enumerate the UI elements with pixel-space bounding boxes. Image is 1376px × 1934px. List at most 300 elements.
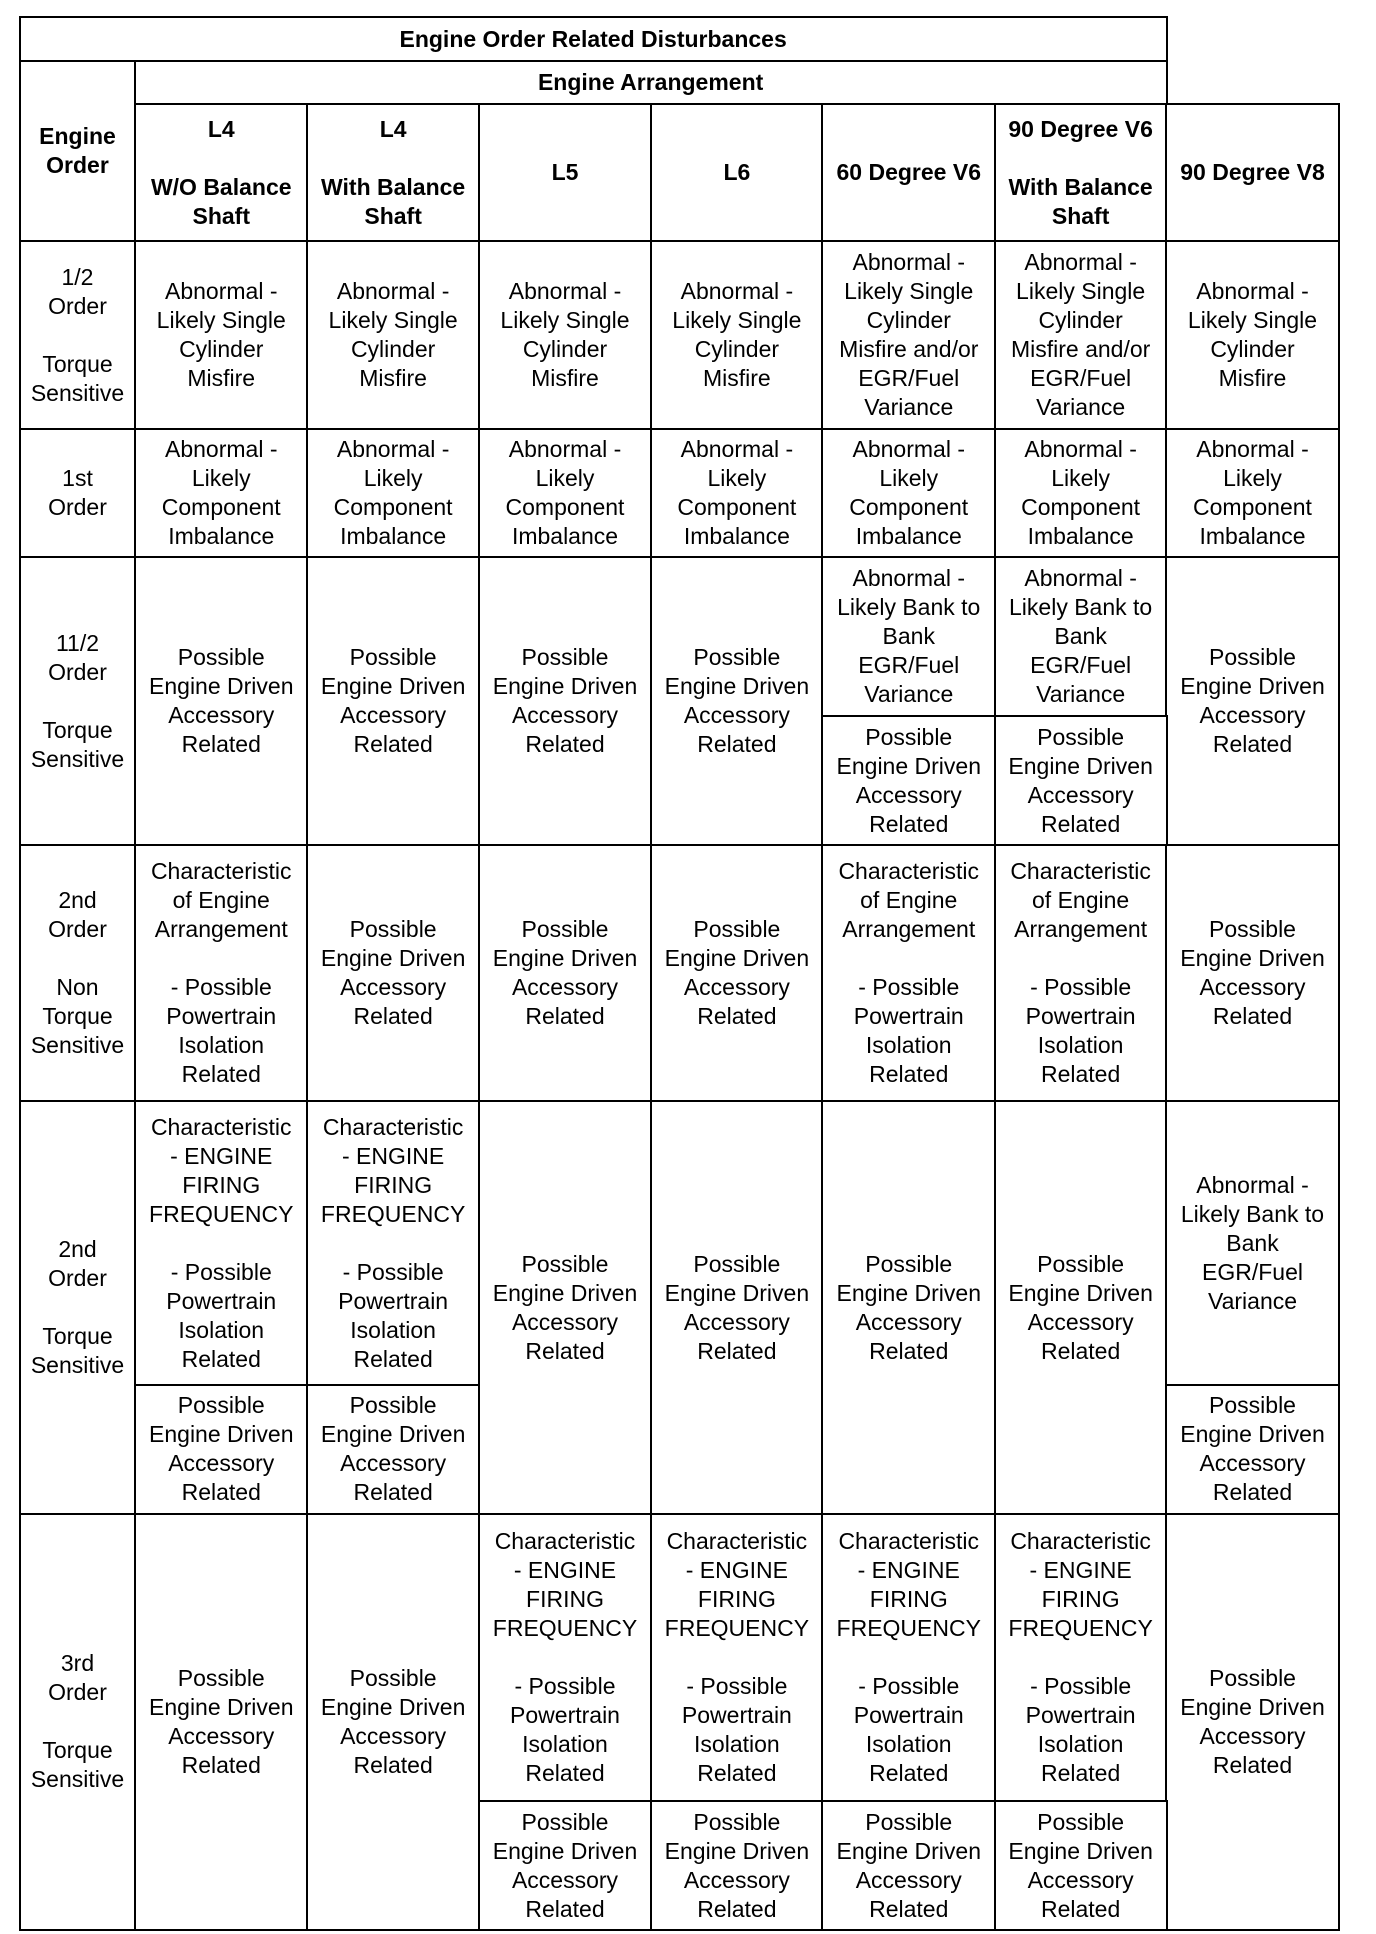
cell-text-line: Misfire [531,365,599,391]
cell-text-line: Possible [1209,644,1296,671]
cell-text-line: FIRING [697,1586,776,1612]
cell-text-line: FIRING [182,1171,261,1198]
cell-text-line: Possible [177,1392,265,1419]
cell-text-line: Cylinder [179,336,264,362]
row-2nd-non-torque-cell [994,844,1168,1103]
cell-text-line: Possible [349,1664,437,1691]
cell-text-line: Characteristic [1010,858,1151,885]
cell-text-line: - Possible [1030,1673,1132,1699]
cell-text-line: Accessory [683,1308,790,1335]
cell-text-line: Likely [535,465,595,492]
row-1st-order-cell [994,428,1168,559]
cell-text-line: Likely Single [500,307,630,333]
cell-text-line: Characteristic [838,858,980,885]
row-1-5-order-cell [821,715,996,846]
cell-text-line: Variance [864,681,954,708]
cell-text-line: Possible [177,644,265,671]
row-2nd-torque-cell [650,1100,824,1515]
cell-text-line: FREQUENCY [836,1615,981,1641]
row-3rd-order-cell [994,1513,1168,1803]
cell-text-line: FREQUENCY [1008,1615,1153,1641]
row-2nd-torque-cell [134,1100,309,1386]
cell-text-line: Isolation [1037,1032,1124,1059]
cell-text-line: Sensitive [30,1766,125,1793]
cell-text-line: - ENGINE [1029,1557,1132,1583]
cell-text-line: Related [181,731,261,758]
cell-text-line: - Possible [1030,974,1132,1001]
cell-text-line: FREQUENCY [664,1615,810,1641]
cell-text-line: Sensitive [30,1352,125,1378]
cell-text-line: EGR/Fuel [1202,1258,1303,1285]
cell-text-line: FREQUENCY [320,1200,466,1227]
cell-text-line: Torque [42,716,113,743]
cell-text-line: Possible [693,1250,781,1277]
cell-text-line: Engine Driven [1008,1837,1153,1864]
cell-text-line: Abnormal - [852,436,965,463]
row-1-5-order-cell [994,715,1168,846]
cell-text-line: Variance [1207,1287,1298,1314]
cell-text-line: Engine Driven [1008,752,1153,779]
cell-text-line: Abnormal - [1024,249,1137,275]
cell-text-line: Related [353,731,433,758]
cell-text-line: L5 [551,159,579,185]
cell-text-line: EGR/Fuel [1030,652,1132,679]
cell-text-line: Accessory [683,702,790,729]
row-half-order-label [19,240,137,430]
row-2nd-non-torque-cell [306,844,480,1103]
row-3rd-order-cell [650,1800,824,1931]
cell-text-line: L6 [723,159,751,185]
cell-text-line: Related [181,1345,261,1372]
cell-text-line: FIRING [354,1171,433,1198]
cell-text-line: Likely Single [1016,278,1146,304]
cell-text-line: Powertrain [853,1702,964,1728]
cell-text-line: Likely [363,465,423,492]
cell-text-line: Likely [191,465,251,492]
cell-text-line: Related [1212,1751,1293,1778]
row-2nd-non-torque-cell [134,844,309,1103]
cell-text-line: Accessory [1027,1866,1134,1893]
row-2nd-torque-cell [306,1384,480,1515]
cell-text-line: of Engine [860,887,958,914]
cell-text-line: Likely Bank to [1180,1200,1325,1227]
cell-text-line: Shaft [364,202,422,229]
cell-text-line: Related [525,1760,605,1786]
cell-text-line: Related [525,731,605,758]
cell-text-line: Accessory [340,702,447,729]
cell-text-line: Abnormal - [508,436,622,463]
cell-text-line: of Engine [1032,887,1130,914]
cell-text-line: Accessory [1199,702,1306,729]
col-60-v6-header [821,103,996,243]
cell-text-line: Abnormal - [1196,278,1309,304]
row-half-order-cell [478,240,653,430]
cell-text-line: Non [56,974,99,1001]
cell-text-line: Related [353,1345,433,1372]
cell-text-line: 90 Degree V8 [1180,159,1325,185]
cell-text-line: Accessory [168,702,275,729]
cell-text-line: Powertrain [166,1003,277,1030]
row-1-5-order-cell [821,556,996,717]
cell-text-line: Component [1021,494,1141,521]
cell-text-line: With Balance [1008,173,1153,200]
cell-text-line: Possible [521,1250,609,1277]
row-1st-order-cell [306,428,480,559]
row-2nd-torque-cell [478,1100,653,1515]
cell-text-line: Misfire [703,365,771,391]
cell-text-line: Likely Bank to [1009,594,1153,621]
cell-text-line: Imbalance [855,523,962,550]
cell-text-line: Possible [521,644,609,671]
cell-text-line: of Engine [172,887,270,914]
cell-text-line: Torque [42,1003,113,1030]
cell-text-line: Accessory [340,1722,447,1749]
cell-text-line: Component [1193,494,1312,521]
cell-text-line: Accessory [1199,1450,1306,1477]
cell-text-line: Bank [1226,1229,1279,1256]
cell-text-line: Related [869,1337,949,1364]
cell-text-line: Sensitive [30,1032,125,1059]
cell-text-line: Cylinder [350,336,436,362]
row-3rd-order-cell [478,1513,653,1803]
cell-text-line: Related [1212,1479,1293,1506]
cell-text-line: FIRING [526,1586,604,1612]
row-half-order-cell [1165,240,1340,430]
row-1-5-order-cell [994,556,1168,717]
cell-text-line: Imbalance [683,523,790,550]
row-2nd-non-torque-cell [478,844,653,1103]
cell-text-line: Likely Single [328,307,458,333]
cell-text-line: Possible [693,916,781,943]
col-90-v8-header [1165,103,1340,243]
engine-order-header [19,60,137,243]
row-3rd-order-cell [1165,1513,1340,1932]
cell-text-line: Likely Single [156,307,286,333]
cell-text-line: Arrangement [1014,916,1148,943]
cell-text-line: Likely [1223,465,1282,492]
cell-text-line: Related [697,731,777,758]
cell-text-line: Isolation [350,1316,436,1343]
cell-text-line: Torque [42,1323,113,1349]
cell-text-line: Powertrain [338,1287,449,1314]
cell-text-line: Characteristic [150,858,292,885]
row-2nd-non-torque-cell [821,844,996,1103]
cell-text-line: Related [1212,731,1293,758]
cell-text-line: Powertrain [681,1702,792,1728]
row-1-5-order-cell [134,556,309,846]
row-3rd-order-cell [821,1513,996,1803]
cell-text-line: Bank [1054,623,1107,650]
cell-text-line: - Possible [686,1673,788,1699]
cell-text-line: Likely [707,465,767,492]
cell-text-line: Component [677,494,797,521]
cell-text-line: Component [505,494,625,521]
row-2nd-torque-cell [821,1100,996,1515]
cell-text-line: Related [525,1337,605,1364]
cell-text-line: Powertrain [510,1702,620,1728]
cell-text-line: Powertrain [1025,1003,1136,1030]
cell-text-line: L4 [379,115,407,142]
row-half-order-cell [994,240,1168,430]
row-2nd-torque-cell [306,1100,480,1386]
cell-text-line: Order [48,1265,107,1291]
row-3rd-order-cell [478,1800,653,1931]
cell-text-line: Isolation [522,1731,608,1757]
cell-text-line: Engine Driven [320,673,466,700]
cell-text-line: Powertrain [853,1003,964,1030]
cell-text-line: Abnormal - [1196,436,1309,463]
cell-text-line: Variance [1036,681,1126,708]
cell-text-line: Likely Single [844,278,974,304]
row-half-order-cell [306,240,480,430]
cell-text-line: Shaft [192,202,250,229]
cell-text-line: Abnormal - [336,436,450,463]
cell-text-line: 60 Degree V6 [836,159,981,185]
cell-text-line: Possible [349,644,437,671]
cell-text-line: Possible [521,1808,609,1835]
cell-text-line: Component [333,494,453,521]
cell-text-line: Accessory [340,974,447,1001]
cell-text-line: Engine Driven [1008,1279,1153,1306]
cell-text-line: Engine Driven [320,945,466,972]
cell-text-line: Engine Driven [492,1279,638,1306]
row-half-order-cell [134,240,309,430]
cell-text-line: Engine [39,123,116,150]
cell-text-line: - ENGINE [513,1557,617,1583]
cell-text-line: Engine Driven [664,1279,810,1306]
row-1-5-order-cell [306,556,480,846]
cell-text-line: Related [697,1895,777,1922]
col-90-v6-balance-header [994,103,1168,243]
table-title [19,16,1168,62]
cell-text-line: - Possible [342,1258,444,1285]
row-3rd-order-cell [994,1800,1168,1931]
cell-text-line: Possible [1037,723,1125,750]
cell-text-line: Cylinder [522,336,608,362]
cell-text-line: - Possible [170,974,272,1001]
cell-text-line: Abnormal - [1024,565,1137,592]
cell-text-line: Engine Driven [836,752,981,779]
cell-text-line: Related [869,1061,949,1088]
cell-text-line: Imbalance [340,523,447,550]
cell-text-line: With Balance [321,173,466,200]
row-2nd-non-torque-cell [1165,844,1340,1103]
cell-text-line: Possible [521,916,609,943]
cell-text-line: L4 [207,115,235,142]
cell-text-line: Isolation [178,1316,265,1343]
row-2nd-torque-cell [994,1100,1168,1515]
cell-text-line: Engine Driven [492,673,638,700]
cell-text-line: Abnormal - [852,565,965,592]
cell-text-line: Powertrain [166,1287,277,1314]
cell-text-line: - ENGINE [685,1557,788,1583]
cell-text-line: Related [869,1895,949,1922]
cell-text-line: Likely Single [1187,307,1318,333]
cell-text-line: Accessory [1199,1722,1306,1749]
cell-text-line: Engine Driven [664,945,810,972]
cell-text-line: Related [181,1751,261,1778]
cell-text-line: Accessory [855,781,962,808]
cell-text-line: FIRING [1041,1586,1120,1612]
cell-text-line: Related [353,1479,433,1506]
cell-text-line: EGR/Fuel [858,365,960,391]
cell-text-line: Characteristic [666,1528,808,1554]
cell-text-line: Imbalance [1199,523,1306,550]
row-2nd-torque-cell [1165,1384,1340,1515]
cell-text-line: FREQUENCY [149,1200,294,1227]
cell-text-line: Accessory [683,974,790,1001]
cell-text-line: Bank [882,623,935,650]
cell-text-line: Related [525,1895,605,1922]
cell-text-line: W/O Balance [150,173,292,200]
cell-text-line: Related [1040,1061,1121,1088]
row-1-5-order-label [19,556,137,846]
row-3rd-order-cell [134,1513,309,1932]
cell-text-line: Possible [177,1664,265,1691]
cell-text-line: Engine Driven [492,1837,638,1864]
cell-text-line: Sensitive [30,745,125,772]
cell-text-line: Order [48,494,107,521]
cell-text-line: Component [849,494,969,521]
cell-text-line: Possible [1209,916,1296,943]
cell-text-line: Isolation [865,1032,952,1059]
cell-text-line: Shaft [1051,202,1110,229]
row-1st-order-cell [134,428,309,559]
row-1-5-order-cell [1165,556,1340,846]
cell-text-line: Possible [693,644,781,671]
cell-text-line: Accessory [511,1866,619,1893]
cell-text-line: Possible [349,1392,437,1419]
cell-text-line: Engine Order Related Disturbances [399,25,787,52]
cell-text-line: Related [353,1003,433,1030]
cell-text-line: Imbalance [168,523,275,550]
cell-text-line: Accessory [683,1866,790,1893]
row-2nd-non-torque-cell [650,844,824,1103]
cell-text-line: Engine Driven [149,1421,294,1448]
cell-text-line: Accessory [168,1722,275,1749]
cell-text-line: Misfire [187,365,256,391]
cell-text-line: Related [1040,1760,1121,1786]
cell-text-line: Engine Driven [1180,673,1325,700]
cell-text-line: Misfire [359,365,427,391]
cell-text-line: Imbalance [1027,523,1134,550]
row-3rd-order-label [19,1513,137,1932]
cell-text-line: Cylinder [866,307,951,333]
cell-text-line: Accessory [511,1308,619,1335]
cell-text-line: Possible [865,1250,953,1277]
cell-text-line: Isolation [178,1032,265,1059]
cell-text-line: Misfire and/or [1010,336,1151,362]
cell-text-line: Possible [349,916,437,943]
col-l4-with-balance-header [306,103,480,243]
row-2nd-torque-cell [1165,1100,1340,1386]
cell-text-line: Related [869,1760,949,1786]
cell-text-line: Cylinder [694,336,780,362]
cell-text-line: 2nd [58,1236,97,1262]
cell-text-line: Characteristic [838,1528,980,1554]
cell-text-line: Engine Driven [1180,945,1325,972]
cell-text-line: Possible [865,1808,953,1835]
cell-text-line: Abnormal - [680,436,794,463]
row-1st-order-cell [1165,428,1340,559]
cell-text-line: Accessory [511,702,619,729]
arrangement-header [134,60,1168,105]
cell-text-line: Engine Driven [1180,1693,1325,1720]
cell-text-line: Characteristic [1010,1528,1151,1554]
cell-text-line: 2nd [58,887,97,914]
cell-text-line: Engine Driven [664,1837,810,1864]
cell-text-line: Related [1040,1895,1121,1922]
cell-text-line: Order [46,152,109,179]
col-l6-header [650,103,824,243]
cell-text-line: Isolation [865,1731,952,1757]
cell-text-line: Possible [1209,1664,1296,1691]
cell-text-line: Accessory [855,1308,962,1335]
cell-text-line: Abnormal - [165,278,278,304]
cell-text-line: Related [697,1337,777,1364]
cell-text-line: Likely Bank to [837,594,981,621]
cell-text-line: Related [181,1479,261,1506]
cell-text-line: - ENGINE [857,1557,960,1583]
cell-text-line: Accessory [855,1866,962,1893]
cell-text-line: Possible [693,1808,781,1835]
cell-text-line: Imbalance [511,523,619,550]
cell-text-line: Related [697,1003,777,1030]
cell-text-line: Likely [879,465,939,492]
row-1st-order-cell [650,428,824,559]
cell-text-line: Arrangement [842,916,976,943]
cell-text-line: Abnormal - [680,278,794,304]
cell-text-line: 1/2 [61,263,94,290]
cell-text-line: Characteristic [322,1113,464,1140]
cell-text-line: - ENGINE [342,1142,445,1169]
cell-text-line: Engine Driven [836,1837,981,1864]
row-1-5-order-cell [650,556,824,846]
cell-text-line: Misfire and/or [839,336,979,362]
cell-text-line: Arrangement [154,916,288,943]
cell-text-line: - Possible [170,1258,272,1285]
cell-text-line: Related [181,1061,261,1088]
cell-text-line: Order [48,658,107,685]
cell-text-line: - Possible [858,1673,960,1699]
cell-text-line: Engine Driven [320,1421,466,1448]
cell-text-line: Related [1040,810,1121,837]
cell-text-line: Characteristic [494,1528,636,1554]
cell-text-line: Engine Driven [492,945,638,972]
cell-text-line: Order [48,1679,107,1706]
row-2nd-non-torque-label [19,844,137,1103]
cell-text-line: Variance [864,394,954,420]
row-3rd-order-cell [821,1800,996,1931]
cell-text-line: Variance [1036,394,1126,420]
row-1-5-order-cell [478,556,653,846]
cell-text-line: Likely Single [672,307,802,333]
row-1st-order-cell [478,428,653,559]
col-l5-header [478,103,653,243]
cell-text-line: Misfire [1218,365,1287,391]
cell-text-line: - ENGINE [170,1142,273,1169]
row-half-order-cell [650,240,824,430]
row-2nd-torque-cell [134,1384,309,1515]
cell-text-line: Abnormal - [852,249,965,275]
cell-text-line: Engine Driven [836,1279,981,1306]
cell-text-line: 11/2 [55,629,100,656]
row-3rd-order-cell [306,1513,480,1932]
cell-text-line: Order [48,916,107,943]
cell-text-line: Accessory [1027,781,1134,808]
cell-text-line: - Possible [514,1673,616,1699]
row-1st-order-cell [821,428,996,559]
